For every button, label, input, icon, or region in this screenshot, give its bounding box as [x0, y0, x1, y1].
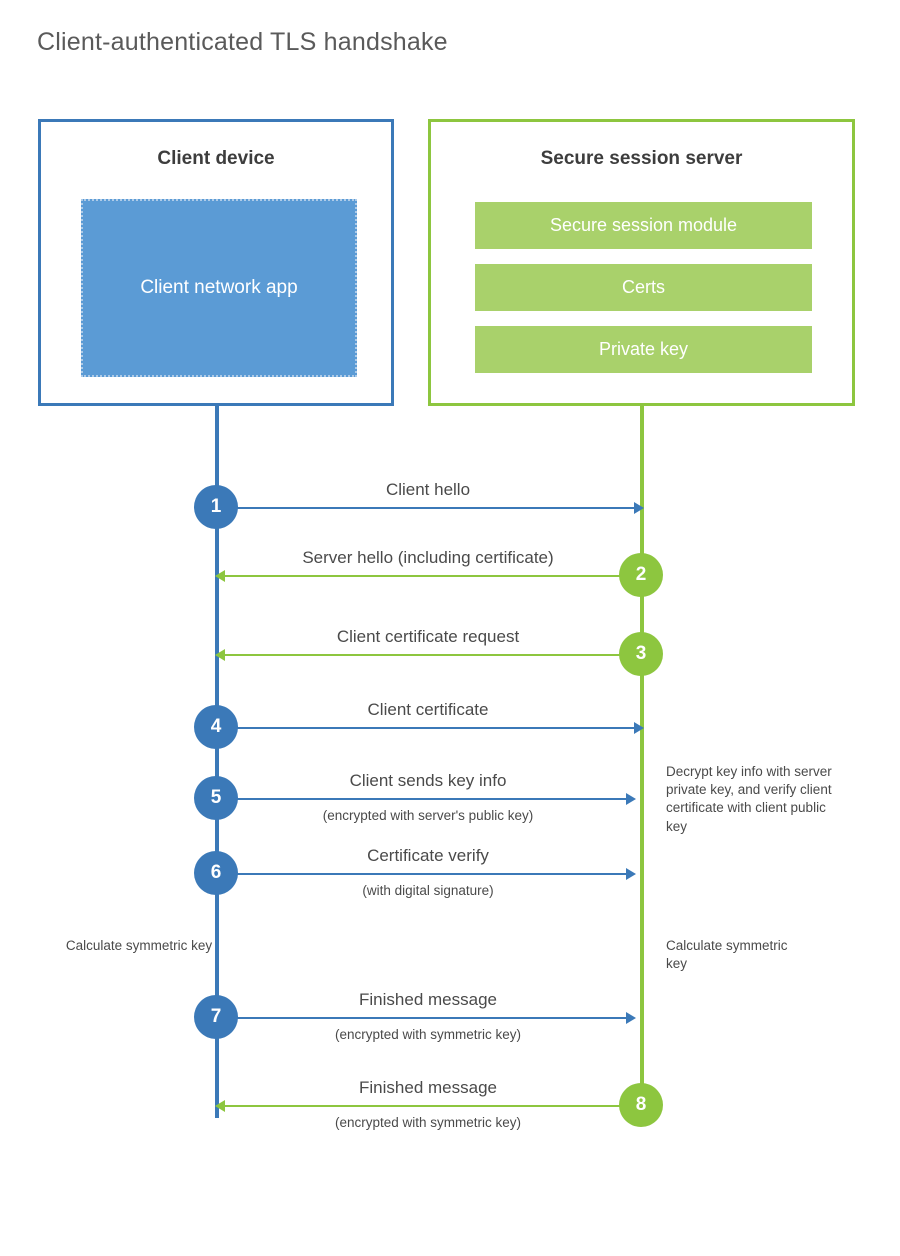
message-4-label: Client certificate — [367, 700, 489, 719]
message-8-line — [222, 1105, 640, 1107]
note-server-calculate-symmetric-key: Calculate symmetric key — [666, 938, 788, 972]
secure-session-server-box — [428, 119, 855, 406]
message-7-arrowhead — [626, 1012, 636, 1024]
message-6-label: Certificate verify — [367, 846, 489, 865]
message-4-line — [217, 727, 640, 729]
message-1-line — [217, 507, 640, 509]
message-5-sublabel: (encrypted with server's public key) — [322, 808, 534, 823]
message-1-arrowhead — [634, 502, 644, 514]
server-item-secure-session-module: Secure session module — [475, 202, 812, 249]
client-device-box — [38, 119, 394, 406]
message-2-line — [222, 575, 640, 577]
message-3-arrowhead — [215, 649, 225, 661]
step-bullet-7: 7 — [194, 995, 238, 1039]
message-5-label: Client sends key info — [349, 771, 507, 790]
client-network-app: Client network app — [81, 199, 357, 377]
message-7-line — [217, 1017, 632, 1019]
message-3-line — [222, 654, 640, 656]
message-6-sublabel: (with digital signature) — [362, 883, 494, 898]
server-item-private-key: Private key — [475, 326, 812, 373]
note-client-calculate-symmetric-key: Calculate symmetric key — [65, 938, 213, 953]
message-8-arrowhead — [215, 1100, 225, 1112]
step-bullet-8: 8 — [619, 1083, 663, 1127]
message-1-label: Client hello — [385, 480, 471, 499]
server-item-certs: Certs — [475, 264, 812, 311]
step-bullet-2: 2 — [619, 553, 663, 597]
message-8-label: Finished message — [359, 1078, 497, 1097]
message-5-line — [217, 798, 632, 800]
step-bullet-4: 4 — [194, 705, 238, 749]
message-2-arrowhead — [215, 570, 225, 582]
step-bullet-5: 5 — [194, 776, 238, 820]
message-7-sublabel: (encrypted with symmetric key) — [334, 1027, 522, 1042]
message-4-arrowhead — [634, 722, 644, 734]
client-device-title: Client device — [157, 148, 275, 169]
message-7-label: Finished message — [359, 990, 497, 1009]
message-3-label: Client certificate request — [336, 627, 520, 646]
message-6-arrowhead — [626, 868, 636, 880]
message-8-sublabel: (encrypted with symmetric key) — [334, 1115, 522, 1130]
message-6-line — [217, 873, 632, 875]
step-bullet-3: 3 — [619, 632, 663, 676]
step-bullet-6: 6 — [194, 851, 238, 895]
note-server-decrypt: Decrypt key info with server private key, and verify client certificate with client public key — [666, 764, 832, 834]
message-2-label: Server hello (including certificate) — [302, 548, 554, 567]
page-title: Client-authenticated TLS handshake — [37, 28, 448, 56]
message-5-arrowhead — [626, 793, 636, 805]
secure-session-server-title: Secure session server — [540, 148, 743, 169]
step-bullet-1: 1 — [194, 485, 238, 529]
